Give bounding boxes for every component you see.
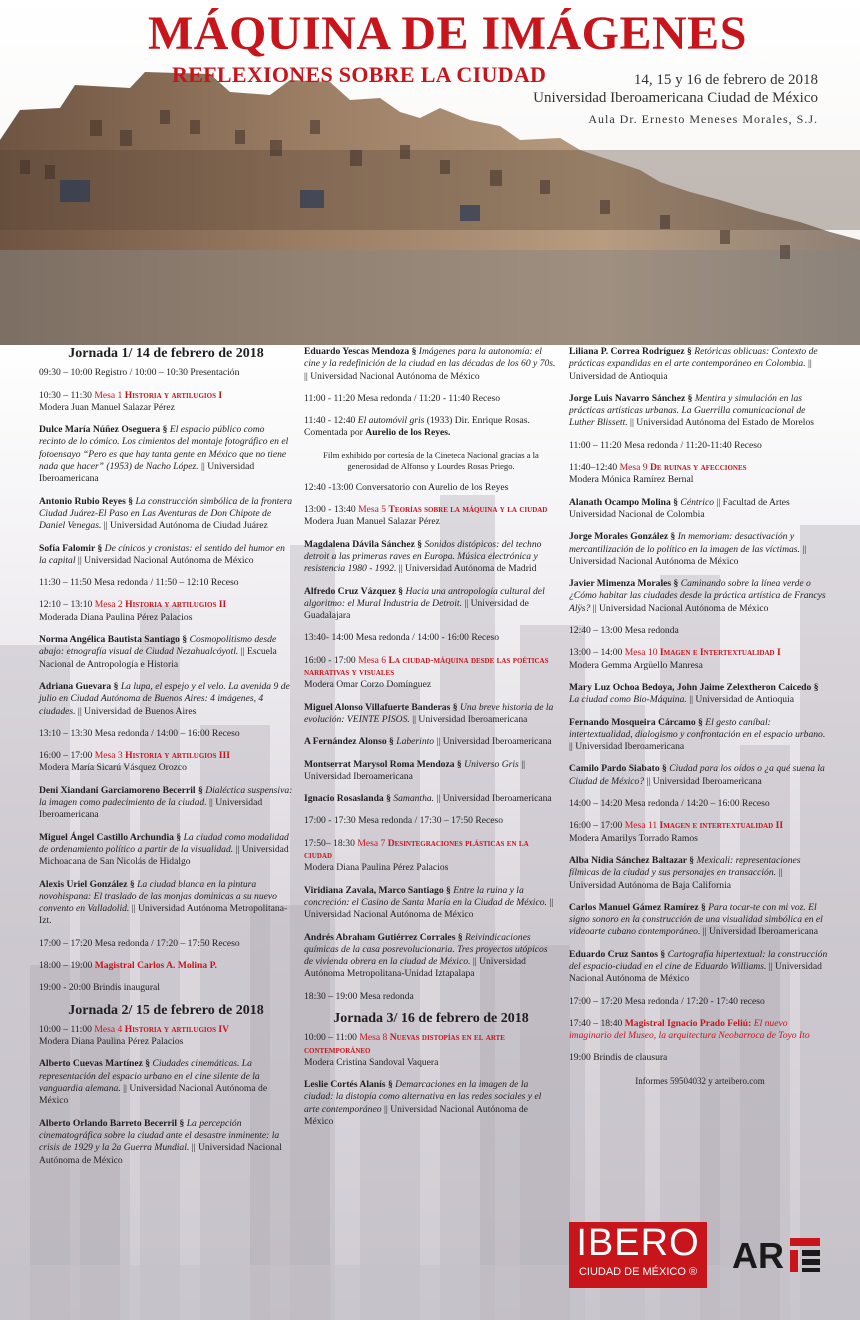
institution: || Universidad Autónoma de Ciudad Juárez xyxy=(103,520,268,532)
ibero-logo-text: IBERO xyxy=(576,1222,700,1264)
institution: || Universidad Iberoamericana xyxy=(412,713,528,725)
paper-entry xyxy=(569,949,831,986)
speaker-name: Montserrat Marysol Roma Mendoza § xyxy=(304,758,462,770)
institution: || Universidad de Guadalajara xyxy=(304,597,529,622)
speaker-name: Javier Mimenza Morales § xyxy=(569,578,679,590)
paper-title: La ciudad como Bio-Máquina. xyxy=(569,694,687,706)
speaker-name: A Fernández Alonso § xyxy=(304,736,394,748)
session-moderator: Modera Cristina Sandoval Vaquera xyxy=(304,1056,439,1068)
session-time: 10:00 – 11:00 xyxy=(39,1023,92,1035)
program-column-1 xyxy=(39,346,293,1177)
institution: || Universidad Autónoma del Estado de Morelos xyxy=(630,417,815,429)
session-time: 13:00 – 14:00 xyxy=(569,647,623,659)
institution: || Universidad Iberoamericana xyxy=(436,736,552,748)
institution: || Universidad Nacional Autónoma de México xyxy=(304,896,554,921)
session-moderator: Modera Amarilys Torrado Ramos xyxy=(569,832,698,844)
schedule-item: 11:00 – 11:20 Mesa redonda / 11:20-11:40 Receso xyxy=(569,439,762,451)
paper-title: Samantha. xyxy=(393,793,435,805)
keynote-title: Magistral Ignacio Prado Feliú: xyxy=(624,1017,752,1029)
keynote-time: 18:00 – 19:00 xyxy=(39,959,93,971)
day-3-heading: Jornada 3/ 16 de febrero de 2018 xyxy=(333,1010,529,1026)
schedule-item: 14:00 – 14:20 Mesa redonda / 14:20 – 16:00 Receso xyxy=(569,798,770,810)
session-block xyxy=(569,820,831,845)
institution: || Universidad Autónoma Metropolitana-Unidad Iztapalapa xyxy=(304,956,526,980)
schedule-item: 12:40 -13:00 Conversatorio con Aurelio de los Reyes xyxy=(304,481,509,493)
session-time: 16:00 – 17:00 xyxy=(39,750,93,762)
speaker-name: Adriana Guevara § xyxy=(39,680,119,692)
paper-title: La percepción cinematográfica sobre la ciudad ante el desastre inminente: la crisis de 1929 y la 2a Guerra Mundial. xyxy=(39,1117,280,1154)
institution: || Universidad de Buenos Aires xyxy=(77,705,197,717)
institution: || Escuela Nacional de Antropología e Historia xyxy=(39,646,277,670)
ibero-logo xyxy=(569,1222,707,1288)
institution: || Universidad Nacional Autónoma de México xyxy=(569,543,807,567)
paper-title: Mentira y simulación en las prácticas artísticas urbanas. La Guerrilla comunicacional de Luther Blissett. xyxy=(569,392,806,429)
paper-title: El espacio público como recinto de lo cómico. Los cimientos del montaje fotográfico en el fotoensayo “Pero es que hay tanta gente en México que no tiene nada que hacer” (1953) de Nacho López. xyxy=(39,424,289,473)
speaker-name: Magdalena Dávila Sánchez § xyxy=(304,538,423,550)
session-time: 11:40–12:40 xyxy=(569,462,618,474)
film-time: 11:40 - 12:40 xyxy=(304,415,356,427)
session-label: Mesa 1 xyxy=(94,389,123,401)
session-title: Historia y artilugios IV xyxy=(124,1023,230,1035)
day-2-heading: Jornada 2/ 15 de febrero de 2018 xyxy=(68,1002,264,1018)
paper-entry xyxy=(304,932,558,981)
session-block xyxy=(304,1032,558,1069)
paper-entry xyxy=(39,634,293,671)
session-block xyxy=(569,462,831,487)
paper-title: Una breve historia de la evolución: VEINTE PISOS. xyxy=(304,701,554,725)
speaker-name: Deni Xiandani Garciamoreno Becerril § xyxy=(39,784,203,796)
session-moderator: Modera Omar Corzo Domínguez xyxy=(304,679,432,691)
program-column-2 xyxy=(304,346,558,1138)
institution: || Universidad Nacional Autónoma de México xyxy=(304,1103,528,1128)
speaker-name: Andrés Abraham Gutiérrez Corrales § xyxy=(304,931,463,943)
session-time: 12:10 – 13:10 xyxy=(39,599,93,611)
schedule-item: 11:00 - 11:20 Mesa redonda / 11:20 - 11:40 Receso xyxy=(304,392,501,404)
session-title: La ciudad-máquina desde las poéticas narrativas y visuales xyxy=(304,654,549,679)
paper-entry xyxy=(304,759,558,784)
schedule-item: 13:40- 14:00 Mesa redonda / 14:00 - 16:00 Receso xyxy=(304,632,500,644)
schedule-item: 12:40 – 13:00 Mesa redonda xyxy=(569,625,679,637)
speaker-name: Sofía Falomir § xyxy=(39,542,103,554)
speaker-name: Viridiana Zavala, Marco Santiago § xyxy=(304,884,451,896)
session-label: Mesa 4 xyxy=(94,1023,123,1035)
film-note: Film exhibido por cortesía de la Cineteca Nacional gracias a la generosidad de Alfonso y Lourdes Rosas Priego. xyxy=(323,449,539,471)
speaker-name: Alfredo Cruz Vázquez § xyxy=(304,585,404,597)
speaker-name: Miguel Ángel Castillo Archundia § xyxy=(39,831,182,843)
schedule-item: 09:30 – 10:00 Registro / 10:00 – 10:30 Presentación xyxy=(39,367,240,379)
session-time: 16:00 - 17:00 xyxy=(304,654,356,666)
keynote-block xyxy=(39,960,293,972)
paper-title: Céntrico xyxy=(680,496,714,508)
speaker-name: Alexis Uriel González § xyxy=(39,878,135,890)
session-title: Historia y artilugios II xyxy=(125,599,227,611)
paper-entry xyxy=(569,717,831,754)
paper-title: Caminando sobre la línea verde o ¿Cómo habitar las ciudades desde la práctica artística de Francys Alÿs? xyxy=(569,578,826,614)
institution: || Universidad Nacional Autónoma de México xyxy=(592,602,769,614)
speaker-name: Jorge Morales González § xyxy=(569,531,676,543)
session-moderator: Modera Mónica Ramírez Bernal xyxy=(569,474,694,486)
paper-title: Ciudades cinemáticas. La representación del espacio urbano en el cine silente de la vanguardia alemana. xyxy=(39,1058,260,1095)
paper-entry xyxy=(304,793,558,805)
speaker-name: Camilo Pardo Siabato § xyxy=(569,763,667,775)
session-moderator: Moderada Diana Paulina Pérez Palacios xyxy=(39,611,193,623)
paper-entry xyxy=(39,424,293,485)
session-block xyxy=(304,504,558,529)
session-time: 13:00 - 13:40 xyxy=(304,504,356,516)
session-label: Mesa 5 xyxy=(358,504,387,516)
paper-entry xyxy=(39,681,293,718)
paper-entry xyxy=(304,586,558,623)
session-label: Mesa 11 xyxy=(624,820,658,832)
paper-entry xyxy=(304,702,558,727)
paper-title: Para tocar-te con mi voz. El signo sonoro en la construcción de una visualidad simbólica en el videoarte cubano contemporáneo. xyxy=(569,901,823,938)
poster-title: MÁQUINA DE IMÁGENES xyxy=(148,7,747,60)
institution: || Universidad Iberoamericana xyxy=(436,793,552,805)
institution: || Facultad de Artes Universidad Nacional de Colombia xyxy=(569,496,790,520)
paper-title: Cartografía hipertextual: la construcción del espacio-ciudad en el cine de Eduardo Williams. xyxy=(569,948,828,972)
session-title: Nuevas distopías en el arte contemporáneo xyxy=(304,1032,505,1056)
keynote-time: 17:40 – 18:40 xyxy=(569,1017,623,1029)
speaker-name: Eduardo Yescas Mendoza § xyxy=(304,346,417,357)
session-moderator: Modera Gemma Argüello Manresa xyxy=(569,659,703,671)
schedule-item: 17:00 - 17:30 Mesa redonda / 17:30 – 17:50 Receso xyxy=(304,815,504,827)
session-block xyxy=(39,390,293,415)
film-comment-label: Comentada por xyxy=(304,427,363,439)
paper-title: Reivindicaciones químicas de la casa posrevolucionaria. Tres proyectos utópicos de vivienda obrera en la ciudad de México. xyxy=(304,931,548,968)
institution: || Universidad Nacional Autónoma de México xyxy=(569,960,822,985)
paper-title: Imágenes para la autonomía: el cine y la redefinición de la ciudad en las décadas de los 60 y 70s. xyxy=(304,346,556,370)
session-label: Mesa 3 xyxy=(94,750,123,762)
paper-title: Hacia una antropología cultural del algoritmo: el Mural Industria de Detroit. xyxy=(304,585,545,609)
institution: || Universidad Nacional Autónoma de México xyxy=(304,370,480,382)
institution: || Universidad Autónoma Metropolitana-Izt. xyxy=(39,903,288,927)
film-title: El automóvil gris xyxy=(357,415,425,427)
session-moderator: Modera María Sicarú Vásquez Orozco xyxy=(39,762,187,774)
event-dates: 14, 15 y 16 de febrero de 2018 xyxy=(633,72,818,88)
paper-title: Ciudad para los oídos o ¿a qué suena la Ciudad de México? xyxy=(569,763,825,787)
paper-entry xyxy=(304,736,558,748)
paper-title: Laberinto xyxy=(396,736,435,748)
speaker-name: Carlos Manuel Gámez Ramírez § xyxy=(569,901,706,913)
paper-entry xyxy=(304,539,558,576)
session-block xyxy=(304,838,558,875)
institution: || Universidad Iberoamericana xyxy=(304,758,526,782)
paper-title: La construcción simbólica de la frontera Ciudad Juárez-El Paso en Las Aventuras de Don Chipote de Daniel Venegas. xyxy=(39,495,293,532)
paper-title: In memoriam: desactivación y mercantilización de lo político en la imagen de las víctimas. xyxy=(569,531,800,555)
institution: || Universidad Autónoma de Baja California xyxy=(569,867,783,891)
paper-title: Mexicali: representaciones fílmicas de la ciudad y sus personajes en transacción. xyxy=(569,854,801,879)
paper-entry xyxy=(39,832,293,869)
film-details: (1933) Dir. Enrique Rosas. xyxy=(426,415,530,427)
institution: || Universidad de Antioquia xyxy=(569,358,812,382)
paper-entry xyxy=(569,393,831,430)
speaker-name: Ignacio Rosaslanda § xyxy=(304,793,391,805)
paper-entry xyxy=(569,578,831,615)
speaker-name: Norma Angélica Bautista Santiago § xyxy=(39,634,188,646)
paper-title: El gesto caníbal: intertextualidad, dialogismo y confrontación en el espacio urbano. xyxy=(569,716,826,740)
svg-text:AR: AR xyxy=(732,1235,784,1276)
session-label: Mesa 2 xyxy=(94,599,123,611)
institution: || Universidad Nacional Autónoma de México xyxy=(39,1083,268,1107)
speaker-name: Liliana P. Correa Rodríguez § xyxy=(569,346,692,357)
session-label: Mesa 9 xyxy=(619,462,648,474)
day-1-heading: Jornada 1/ 14 de febrero de 2018 xyxy=(68,346,264,361)
film-commentator: Aurelio de los Reyes. xyxy=(365,427,451,439)
session-moderator: Modera Diana Paulina Pérez Palacios xyxy=(304,862,449,874)
paper-title: Demarcaciones en la imagen de la ciudad: la distopía como alternativa en las redes sociales y el arte contemporáneo xyxy=(304,1079,542,1115)
paper-title: Universo Gris xyxy=(464,758,519,770)
session-time: 16:00 – 17:00 xyxy=(569,820,623,832)
info-contact: Informes 59504032 y arteibero.com xyxy=(635,1075,765,1086)
speaker-name: Antonio Rubio Reyes § xyxy=(39,495,134,507)
paper-entry xyxy=(569,855,831,892)
keynote-block xyxy=(569,1018,831,1043)
session-block xyxy=(569,647,831,672)
paper-entry xyxy=(569,346,831,383)
paper-entry xyxy=(39,879,293,928)
schedule-item: 19:00 - 20:00 Brindis inaugural xyxy=(39,982,160,994)
institution: || Universidad Iberoamericana xyxy=(39,461,255,485)
schedule-item: 17:00 – 17:20 Mesa redonda / 17:20 – 17:50 Receso xyxy=(39,937,240,949)
event-university: Universidad Iberoamericana Ciudad de México xyxy=(533,90,818,106)
institution: || Universidad Iberoamericana xyxy=(569,741,685,753)
paper-title: Dialéctica suspensiva: la imagen como padecimiento de la ciudad. xyxy=(39,784,293,809)
session-moderator: Modera Juan Manuel Salazar Pérez xyxy=(304,516,440,528)
speaker-name: Fernando Mosqueira Cárcamo § xyxy=(569,716,703,728)
session-time: 10:30 – 11:30 xyxy=(39,389,92,401)
paper-entry xyxy=(569,682,831,707)
speaker-name: Alberto Cuevas Martínez § xyxy=(39,1058,151,1070)
speaker-name: Mary Luz Ochoa Bedoya, John Jaime Zelextheron Caicedo § xyxy=(569,681,819,693)
session-label: Mesa 8 xyxy=(359,1032,388,1044)
schedule-item: 17:00 – 17:20 Mesa redonda / 17:20 - 17:40 receso xyxy=(569,995,765,1007)
institution: || Universidad Autónoma de Madrid xyxy=(398,563,537,575)
event-room: Aula Dr. Ernesto Meneses Morales, S.J. xyxy=(588,112,818,126)
schedule-item: 19:00 Brindis de clausura xyxy=(569,1052,668,1064)
speaker-name: Alba Nidia Sánchez Baltazar § xyxy=(569,854,695,866)
paper-title: La ciudad blanca en la pintura novohispana: El traslado de las monjas dominicas a su nuevo convento en Valladolid. xyxy=(39,878,277,915)
paper-title: Retóricas oblicuas: Contexto de prácticas expandidas en el arte contemporáneo en Colombia. xyxy=(569,346,818,370)
institution: || Universidad Iberoamericana xyxy=(702,926,818,938)
paper-entry xyxy=(39,1058,293,1107)
paper-entry xyxy=(569,763,831,788)
speaker-name: Jorge Luis Navarro Sánchez § xyxy=(569,392,693,404)
paper-entry xyxy=(39,1118,293,1167)
paper-entry xyxy=(39,496,293,533)
poster-subtitle: REFLEXIONES SOBRE LA CIUDAD xyxy=(172,62,547,87)
speaker-name: Eduardo Cruz Santos § xyxy=(569,948,666,960)
paper-title: Cosmopolitismo desde abajo: etnografía visual de Ciudad Nezahualcóyotl. xyxy=(39,634,277,658)
institution: || Universidad Nacional Autónoma de México xyxy=(39,1142,282,1166)
paper-entry xyxy=(569,497,831,522)
speaker-name: Alberto Orlando Barreto Becerril § xyxy=(39,1117,185,1129)
schedule-item: 11:30 – 11:50 Mesa redonda / 11:50 – 12:10 Receso xyxy=(39,577,239,589)
paper-entry xyxy=(569,902,831,939)
session-title: Teorías sobre la máquina y la ciudad xyxy=(388,504,548,516)
paper-entry xyxy=(304,885,558,922)
institution: || Universidad Iberoamericana xyxy=(39,797,263,821)
speaker-name: Dulce María Núñez Oseguera § xyxy=(39,424,168,436)
schedule-item: 13:10 – 13:30 Mesa redonda / 14:00 – 16:00 Receso xyxy=(39,727,240,739)
paper-entry xyxy=(39,543,293,568)
keynote-title: Magistral Carlos A. Molina P. xyxy=(94,959,217,971)
session-block xyxy=(304,655,558,692)
ibero-logo-subtext: CIUDAD DE MÉXICO ® xyxy=(578,1266,698,1278)
session-title: De ruinas y afecciones xyxy=(649,462,747,474)
institution: || Universidad Michoacana de San Nicolás de Hidalgo xyxy=(39,843,289,868)
paper-title: Entre la ruina y la concreción: el Casino de Santa María en la Ciudad de México. xyxy=(304,884,547,908)
arte-logo xyxy=(730,1232,830,1276)
paper-title: La lupa, el espejo y el velo. La avenida 9 de julio en Ciudad Autónoma de Buenos Aires: 4 imágenes, 4 ciudades. xyxy=(39,680,290,717)
session-block xyxy=(39,1024,293,1049)
session-time: 17:50– 18:30 xyxy=(304,837,355,849)
schedule-item: 18:30 – 19:00 Mesa redonda xyxy=(304,990,414,1002)
session-block xyxy=(39,750,293,775)
session-title: Imagen e Intertextualidad I xyxy=(659,647,781,659)
speaker-name: Alanath Ocampo Molina § xyxy=(569,496,679,508)
institution: || Universidad Iberoamericana xyxy=(646,775,762,787)
session-label: Mesa 7 xyxy=(357,837,386,849)
session-label: Mesa 6 xyxy=(358,654,387,666)
session-block xyxy=(39,599,293,624)
paper-entry xyxy=(304,346,558,383)
keynote-subtitle: El nuevo imaginario del Museo, la arquitectura Neobarroca de Toyo Ito xyxy=(569,1017,810,1042)
session-moderator: Modera Juan Manuel Salazar Pérez xyxy=(39,401,175,413)
paper-title: La ciudad como modalidad de ordenamiento político a partir de la visualidad. xyxy=(39,831,289,855)
institution: || Universidad Nacional Autónoma de México xyxy=(77,554,254,566)
speaker-name: Leslie Cortés Alanís § xyxy=(304,1079,393,1091)
session-label: Mesa 10 xyxy=(624,647,658,659)
speaker-name: Miguel Alonso Villafuerte Banderas § xyxy=(304,701,458,713)
session-title: Historia y artilugios III xyxy=(125,750,230,762)
film-screening xyxy=(304,415,558,440)
session-moderator: Modera Diana Paulina Pérez Palacios xyxy=(39,1036,184,1048)
paper-entry xyxy=(39,785,293,822)
paper-entry xyxy=(304,1079,558,1128)
paper-title: De cínicos y cronistas: el sentido del humor en la capital xyxy=(39,542,285,566)
paper-entry xyxy=(569,531,831,568)
paper-title: Sonidos distópicos: del techno detroit a las primeras raves en Europa. Música electrónica y resistencia 1980 - 1992. xyxy=(304,538,542,575)
session-time: 10:00 – 11:00 xyxy=(304,1032,357,1044)
session-title: Desintegraciones plásticas en la ciudad xyxy=(304,837,529,862)
session-title: Historia y artilugios I xyxy=(124,389,223,401)
program-column-3 xyxy=(569,346,831,1097)
institution: || Universidad de Antioquia xyxy=(689,694,795,706)
session-title: Imagen e intertextualidad II xyxy=(659,820,784,832)
